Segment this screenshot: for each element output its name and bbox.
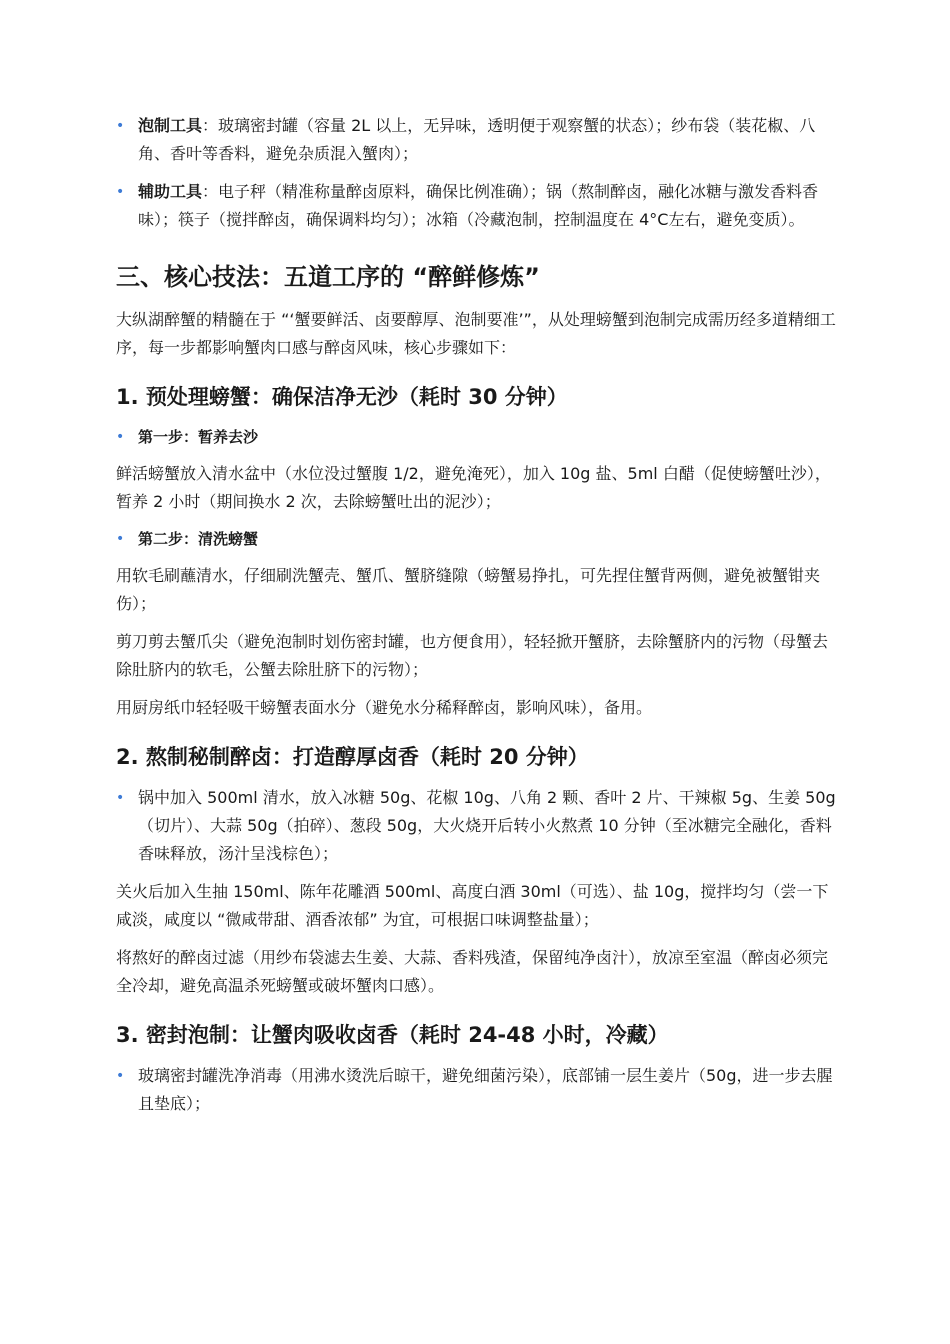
bullet-dot: • <box>116 1068 125 1084</box>
list-item-tools-aux <box>116 178 836 234</box>
step2-paragraph-1: 关火后加入生抽 150ml、陈年花雕酒 500ml、高度白酒 30ml（可选）、盐 10g，搅拌均匀（尝一下咸淡，咸度以 “微咸带甜、酒香浓郁” 为宜，可根据口味调整盐量）； <box>116 882 829 929</box>
section-intro-paragraph: 大纵湖醉蟹的精髓在于 “‘蟹要鲜活、卤要醇厚、泡制要准’”，从处理螃蟹到泡制完成需历经多道精细工序，每一步都影响蟹肉口感与醉卤风味，核心步骤如下： <box>116 310 836 357</box>
list-item-text: ：电子秤（精准称量醉卤原料，确保比例准确）；锅（熬制醉卤，融化冰糖与激发香料香味）；筷子（搅拌醉卤，确保调料均匀）；冰箱（冷藏泡制，控制温度在 4°C左右，避免变质）。 <box>138 182 819 229</box>
step1-sub1-label <box>116 424 836 450</box>
step3-heading: 3. 密封泡制：让蟹肉吸收卤香（耗时 24-48 小时，冷藏） <box>116 1023 669 1047</box>
step2-paragraph-2: 将熬好的醉卤过滤（用纱布袋滤去生姜、大蒜、香料残渣，保留纯净卤汁），放凉至室温（醉卤必须完全冷却，避免高温杀死螃蟹或破坏蟹肉口感）。 <box>116 948 829 995</box>
bullet-dot: • <box>116 790 125 806</box>
bullet-dot: • <box>116 184 125 200</box>
step1-sub2-paragraph-3: 用厨房纸巾轻轻吸干螃蟹表面水分（避免水分稀释醉卤，影响风味），备用。 <box>116 698 653 717</box>
step1-sub2-label <box>116 526 836 552</box>
list-item-label: 辅助工具 <box>138 182 203 201</box>
section-heading-core-technique: 三、核心技法：五道工序的 “醉鲜修炼” <box>116 263 540 291</box>
step2-heading: 2. 熬制秘制醉卤：打造醇厚卤香（耗时 20 分钟） <box>116 745 589 769</box>
list-item-label: 泡制工具 <box>138 116 203 135</box>
step3-bullet <box>116 1062 836 1118</box>
step2-bullet <box>116 784 836 868</box>
bullet-dot: • <box>116 531 125 547</box>
step-sub-label: 第二步：清洗螃蟹 <box>138 530 259 548</box>
bullet-dot: • <box>116 118 125 134</box>
step1-sub2-paragraph-1: 用软毛刷蘸清水，仔细刷洗蟹壳、蟹爪、蟹脐缝隙（螃蟹易挣扎，可先捏住蟹背两侧，避免被蟹钳夹伤）； <box>116 566 821 613</box>
step1-sub2-paragraph-2: 剪刀剪去蟹爪尖（避免泡制时划伤密封罐，也方便食用），轻轻掀开蟹脐，去除蟹脐内的污物（母蟹去除肚脐内的软毛，公蟹去除肚脐下的污物）； <box>116 632 829 679</box>
list-item-text: 玻璃密封罐洗净消毒（用沸水烫洗后晾干，避免细菌污染），底部铺一层生姜片（50g，进一步去腥且垫底）； <box>138 1066 833 1113</box>
step1-sub1-paragraph: 鲜活螃蟹放入清水盆中（水位没过蟹腹 1/2，避免淹死），加入 10g 盐、5ml 白醋（促使螃蟹吐沙），暂养 2 小时（期间换水 2 次，去除螃蟹吐出的泥沙）； <box>116 464 831 511</box>
bullet-dot: • <box>116 429 125 445</box>
step-sub-label: 第一步：暂养去沙 <box>138 428 259 446</box>
list-item-text: 锅中加入 500ml 清水，放入冰糖 50g、花椒 10g、八角 2 颗、香叶 2 片、干辣椒 5g、生姜 50g（切片）、大蒜 50g（拍碎）、葱段 50g，大火烧开后转小火熬煮 10 分钟（至冰糖完全融化，香料香味释放，汤汁呈浅棕色）； <box>138 788 836 863</box>
step1-heading: 1. 预处理螃蟹：确保洁净无沙（耗时 30 分钟） <box>116 385 568 409</box>
list-item-text: ：玻璃密封罐（容量 2L 以上，无异味，透明便于观察蟹的状态）；纱布袋（装花椒、八角、香叶等香料，避免杂质混入蟹肉）； <box>138 116 816 163</box>
list-item-tools-soak <box>116 112 836 168</box>
